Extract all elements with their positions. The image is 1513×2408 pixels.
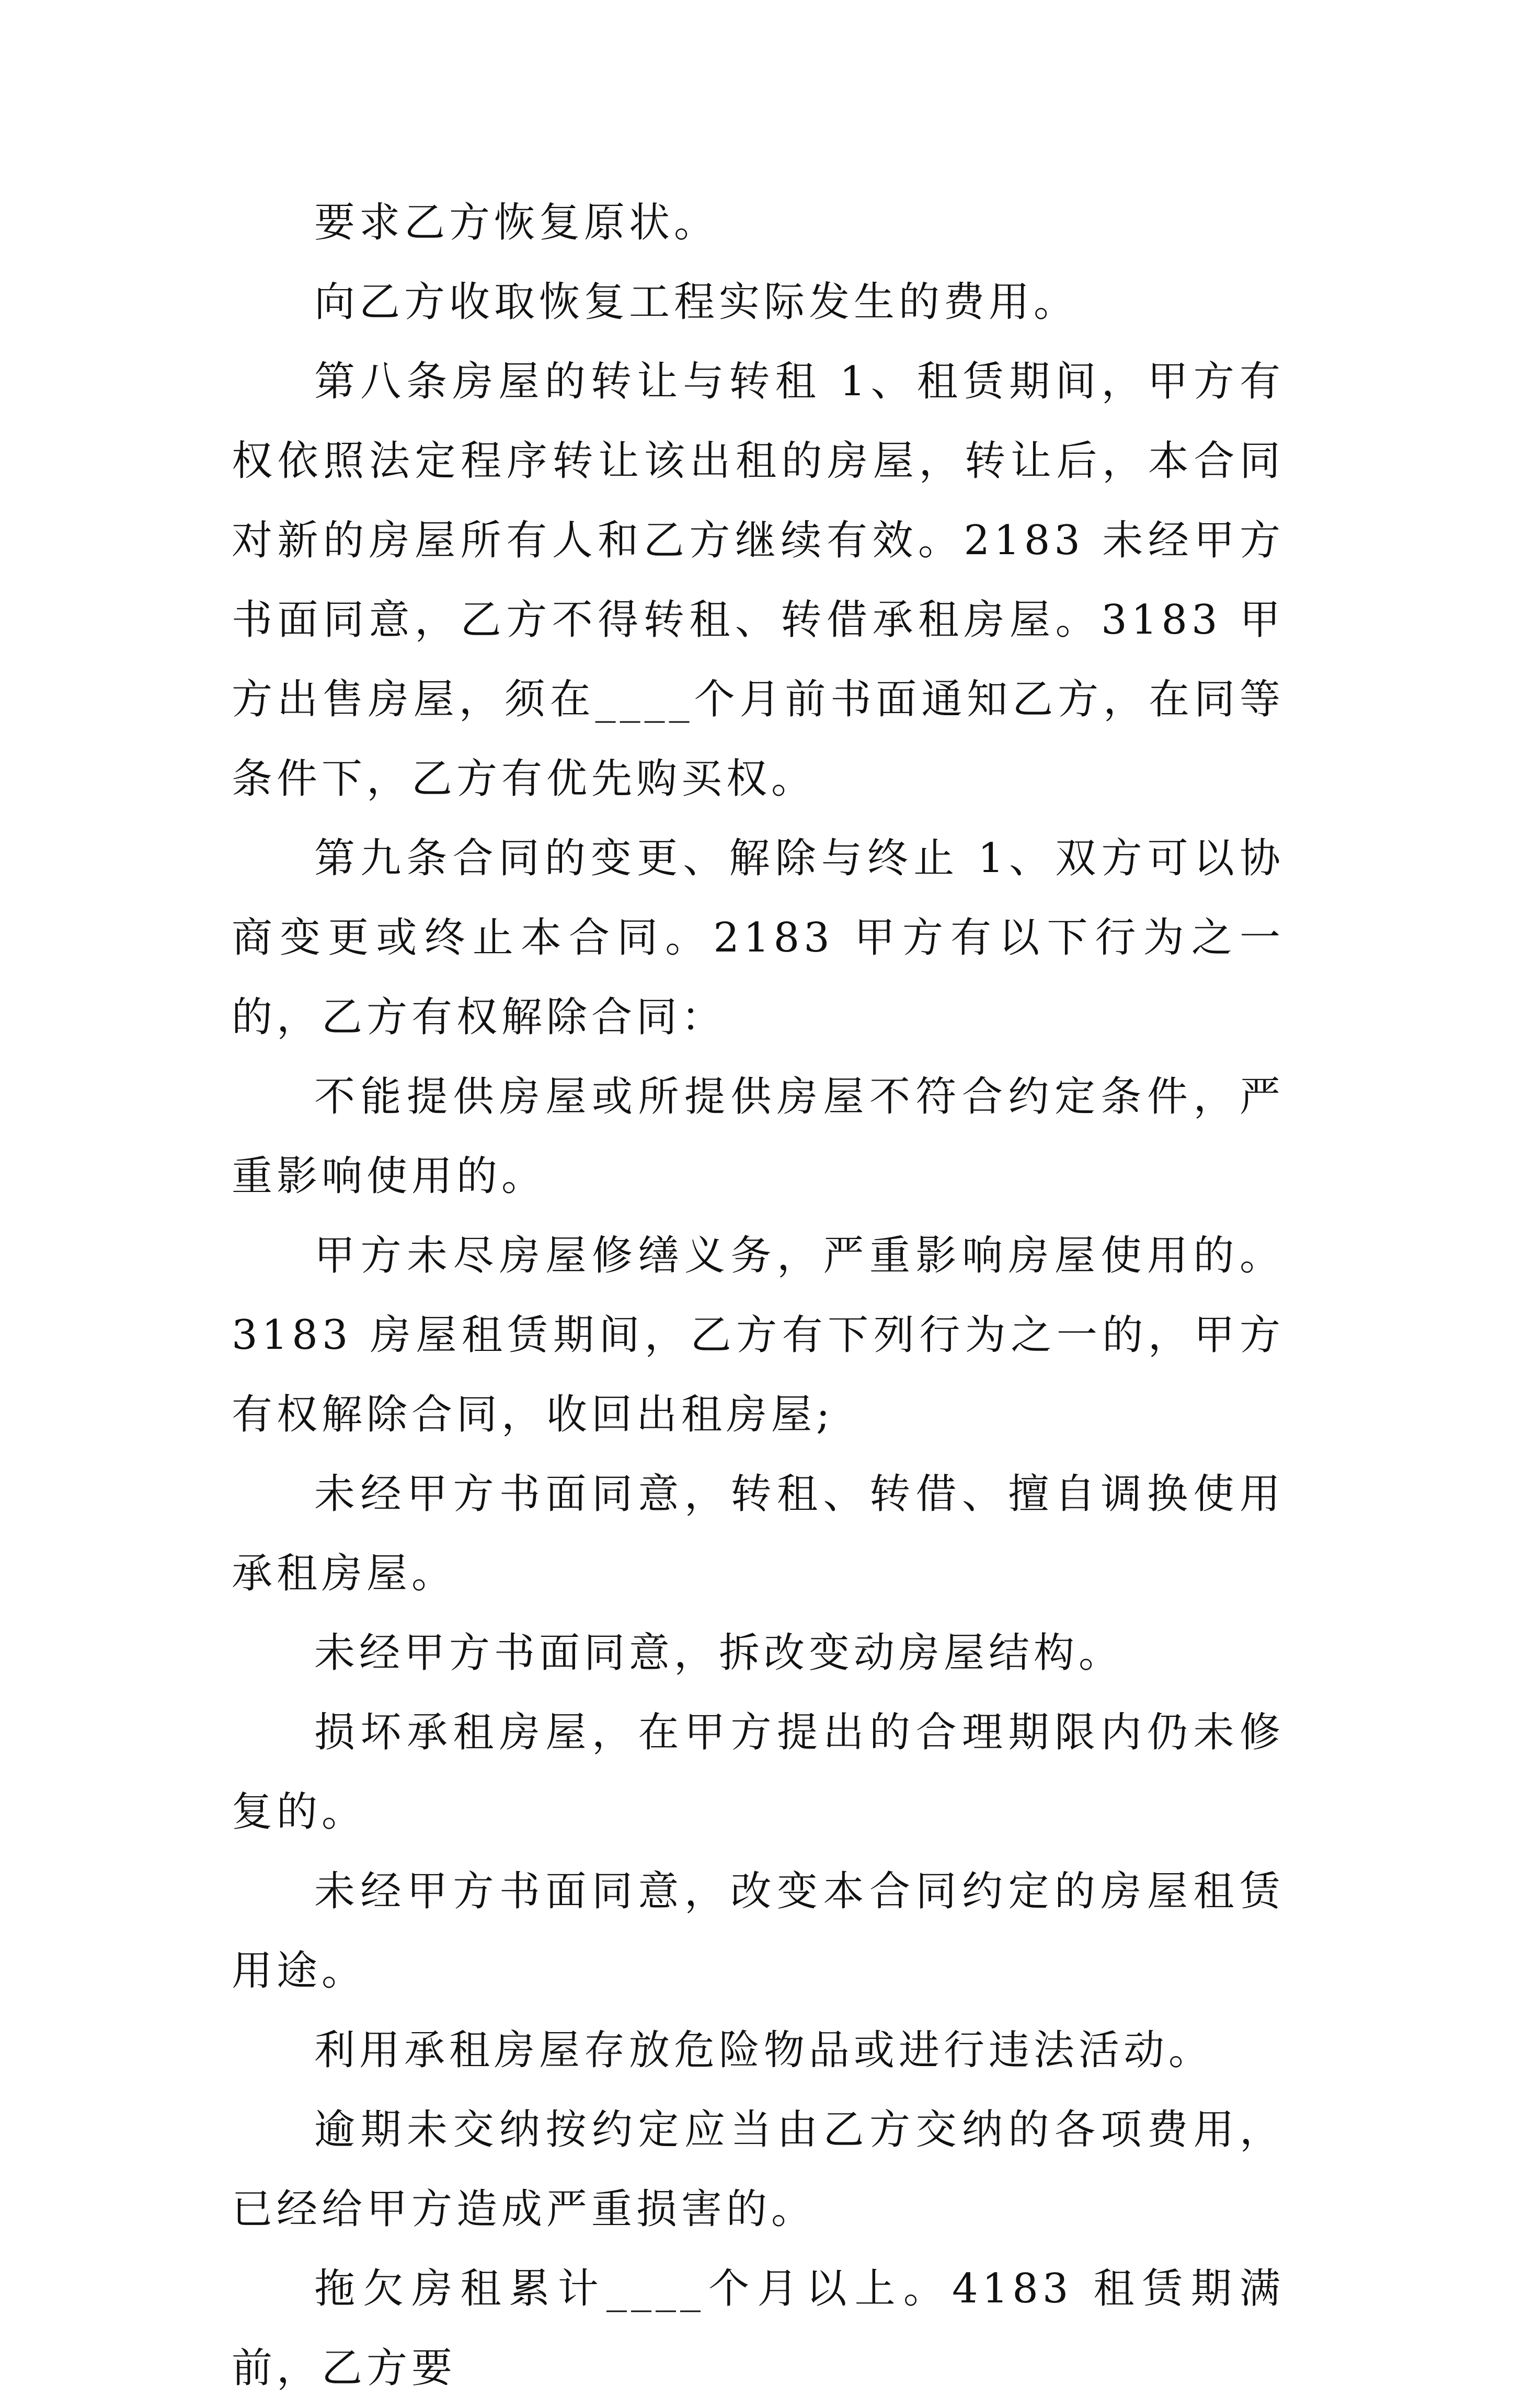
paragraph: 向乙方收取恢复工程实际发生的费用。 <box>314 279 1079 326</box>
paragraph: 第八条房屋的转让与转租 1、租赁期间，甲方有权依照法定程序转让该出租的房屋，转让后，本合同对新的房屋所有人和乙方继续有效。2183 未经甲方书面同意，乙方不得转租、转借承租房屋。3183 甲方出售房屋，须在____个月前书面通知乙方，在同等条件下，乙方有优先购买权。 <box>232 358 1285 802</box>
paragraph: 未经甲方书面同意，转租、转借、擅自调换使用承租房屋。 <box>232 1471 1285 1597</box>
paragraph: 拖欠房租累计____个月以上。4183 租赁期满前，乙方要 <box>232 2265 1285 2392</box>
paragraph: 损坏承租房屋，在甲方提出的合理期限内仍未修复的。 <box>232 1709 1285 1836</box>
paragraph: 未经甲方书面同意，拆改变动房屋结构。 <box>314 1630 1124 1677</box>
paragraph: 未经甲方书面同意，改变本合同约定的房屋租赁用途。 <box>232 1868 1285 1994</box>
paragraph: 逾期未交纳按约定应当由乙方交纳的各项费用，已经给甲方造成严重损害的。 <box>232 2106 1285 2233</box>
paragraph: 不能提供房屋或所提供房屋不符合约定条件，严重影响使用的。 <box>232 1073 1285 1200</box>
body-text <box>232 183 1285 2408</box>
paragraph: 第九条合同的变更、解除与终止 1、双方可以协商变更或终止本合同。2183 甲方有以下行为之一的，乙方有权解除合同： <box>232 835 1285 1041</box>
paragraph: 利用承租房屋存放危险物品或进行违法活动。 <box>314 2027 1214 2074</box>
paragraph: 要求乙方恢复原状。 <box>314 199 719 246</box>
paragraph: 甲方未尽房屋修缮义务，严重影响房屋使用的。3183 房屋租赁期间，乙方有下列行为之一的，甲方有权解除合同，收回出租房屋; <box>232 1232 1285 1438</box>
